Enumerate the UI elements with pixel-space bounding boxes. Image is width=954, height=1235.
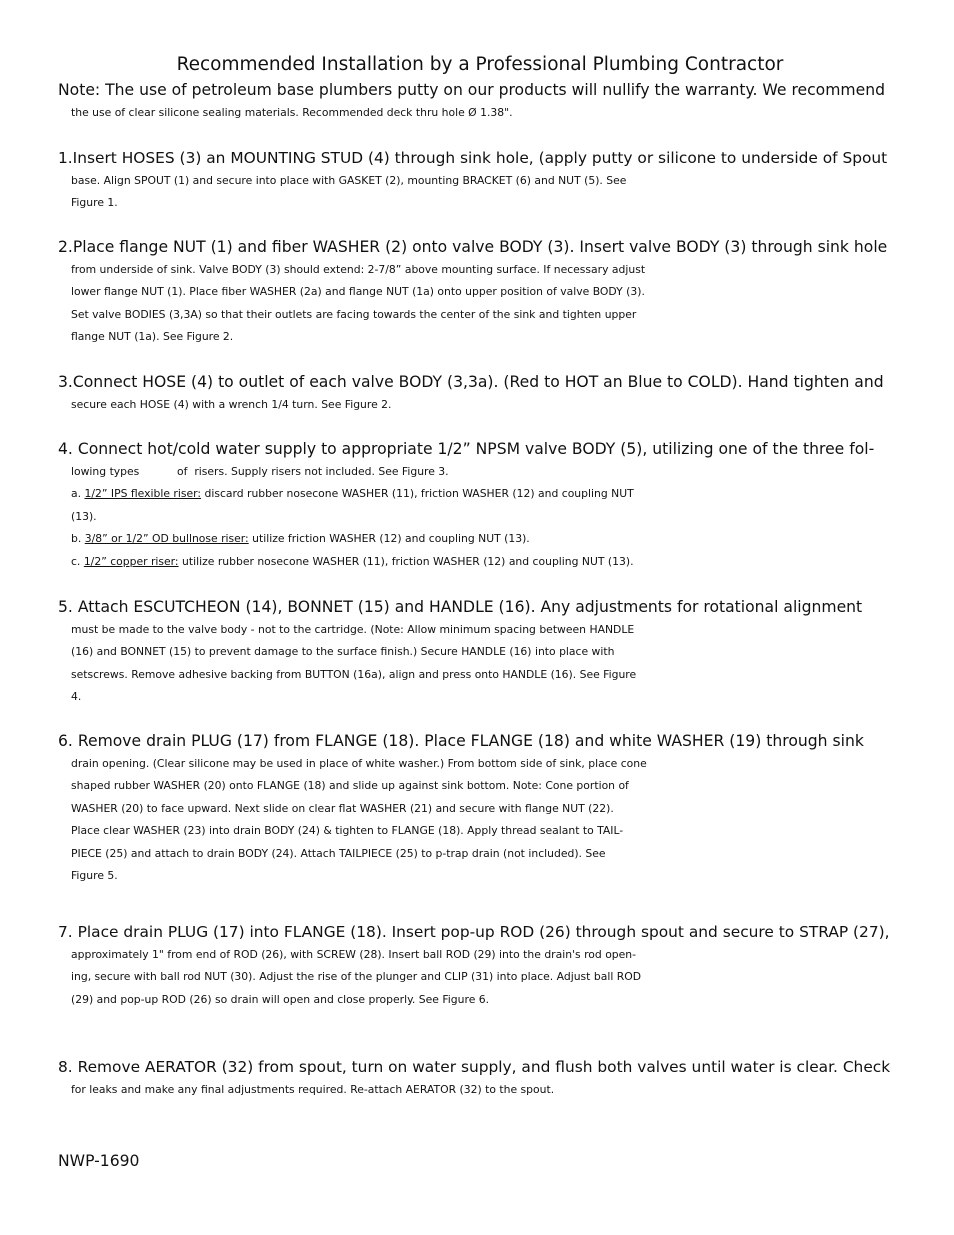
text-line: base. Align SPOUT (1) and secure into place with GASKET (2), mounting BRACKET (6) and NUT (5). See	[71, 173, 627, 187]
riser-type-label: 1/2” IPS flexible riser:	[84, 487, 202, 500]
option-text: utilize friction WASHER (12) and coupling NUT (13).	[248, 532, 530, 545]
text-line: flange NUT (1a). See Figure 2.	[71, 330, 234, 343]
step-5	[58, 596, 896, 709]
step-1	[58, 147, 896, 215]
page-title: Recommended Installation by a Professional Plumbing Contractor	[176, 54, 784, 75]
text-line: 4.	[71, 690, 82, 703]
option-marker: b.	[71, 532, 85, 545]
text-line: Note: The use of petroleum base plumbers putty on our products will nullify the warranty. We recommend	[58, 81, 885, 99]
text-line: 4. Connect hot/cold water supply to appropriate 1/2” NPSM valve BODY (5), utilizing one of the three fol-	[58, 440, 875, 458]
text-line: 3.Connect HOSE (4) to outlet of each valve BODY (3,3a). (Red to HOT an Blue to COLD). Hand tighten and	[58, 373, 884, 391]
riser-option-b	[58, 528, 896, 551]
text-line: the use of clear silicone sealing materials. Recommended deck thru hole Ø 1.38".	[71, 105, 513, 119]
text-line: ing, secure with ball rod NUT (30). Adjust the rise of the plunger and CLIP (31) into place. Adjust ball ROD	[71, 970, 642, 983]
text-line: 6. Remove drain PLUG (17) from FLANGE (18). Place FLANGE (18) and white WASHER (19) through sink	[58, 732, 864, 750]
riser-type-label: 3/8” or 1/2” OD bullnose riser:	[84, 532, 249, 545]
text-line: PIECE (25) and attach to drain BODY (24). Attach TAILPIECE (25) to p-trap drain (not included). See	[71, 846, 606, 860]
text-line: 7. Place drain PLUG (17) into FLANGE (18). Insert pop-up ROD (26) through spout and secure to STRAP (27),	[58, 923, 890, 941]
text-line: 1.Insert HOSES (3) an MOUNTING STUD (4) through sink hole, (apply putty or silicone to underside of Spout	[58, 149, 888, 167]
document-code: NWP-1690	[58, 1152, 140, 1170]
text-line: for leaks and make any final adjustments required. Re-attach AERATOR (32) to the spout.	[71, 1082, 555, 1096]
option-text: discard rubber nosecone WASHER (11), friction WASHER (12) and coupling NUT	[201, 487, 634, 500]
text-line: setscrews. Remove adhesive backing from BUTTON (16a), align and press onto HANDLE (16). See Figure	[71, 667, 637, 681]
text-line: (16) and BONNET (15) to prevent damage to the surface finish.) Secure HANDLE (16) into place with	[71, 645, 615, 658]
text-line: 5. Attach ESCUTCHEON (14), BONNET (15) and HANDLE (16). Any adjustments for rotational alignment	[58, 598, 863, 616]
text-line: must be made to the valve body - not to the cartridge. (Note: Allow minimum spacing between HANDLE	[71, 622, 635, 636]
text-line: 2.Place flange NUT (1) and fiber WASHER (2) onto valve BODY (3). Insert valve BODY (3) through sink hole	[58, 238, 888, 256]
text-line: Figure 1.	[71, 196, 118, 209]
riser-option-a	[58, 483, 896, 506]
text-line: Place clear WASHER (23) into drain BODY (24) & tighten to FLANGE (18). Apply thread sealant to TAIL-	[71, 824, 624, 837]
text-line: (29) and pop-up ROD (26) so drain will open and close properly. See Figure 6.	[71, 992, 490, 1006]
step-4	[58, 438, 896, 573]
text-line: from underside of sink. Valve BODY (3) should extend: 2-7/8” above mounting surface. If necessary adjust	[71, 262, 646, 276]
option-marker: c.	[71, 554, 84, 568]
text-line: lowing types of risers. Supply risers not included. See Figure 3.	[71, 464, 449, 478]
step-6	[58, 730, 896, 888]
text-line: WASHER (20) to face upward. Next slide on clear flat WASHER (21) and secure with flange NUT (22).	[71, 801, 614, 815]
riser-option-c	[58, 551, 896, 574]
note-paragraph	[58, 79, 896, 124]
step-3	[58, 371, 896, 416]
step-2	[58, 236, 896, 349]
text-line: Figure 5.	[71, 869, 118, 882]
riser-type-label: 1/2” copper riser:	[83, 554, 179, 568]
text-line: lower flange NUT (1). Place fiber WASHER (2a) and flange NUT (1a) onto upper position of valve BODY (3).	[71, 285, 645, 298]
text-line: drain opening. (Clear silicone may be used in place of white washer.) From bottom side of sink, place cone	[71, 756, 647, 770]
text-line: shaped rubber WASHER (20) onto FLANGE (18) and slide up against sink bottom. Note: Cone portion of	[71, 779, 629, 792]
text-line: secure each HOSE (4) with a wrench 1/4 turn. See Figure 2.	[71, 397, 392, 411]
option-marker: a.	[71, 487, 85, 500]
text-line: Set valve BODIES (3,3A) so that their outlets are facing towards the center of the sink and tighten upper	[71, 307, 637, 321]
text-line: approximately 1" from end of ROD (26), with SCREW (28). Insert ball ROD (29) into the drain's rod open-	[71, 947, 637, 961]
option-text: utilize rubber nosecone WASHER (11), friction WASHER (12) and coupling NUT (13).	[178, 554, 634, 568]
step-7	[58, 921, 896, 1011]
step-8	[58, 1056, 896, 1101]
text-line: (13).	[71, 509, 97, 523]
text-line: 8. Remove AERATOR (32) from spout, turn on water supply, and flush both valves until water is clear. Check	[58, 1058, 891, 1076]
